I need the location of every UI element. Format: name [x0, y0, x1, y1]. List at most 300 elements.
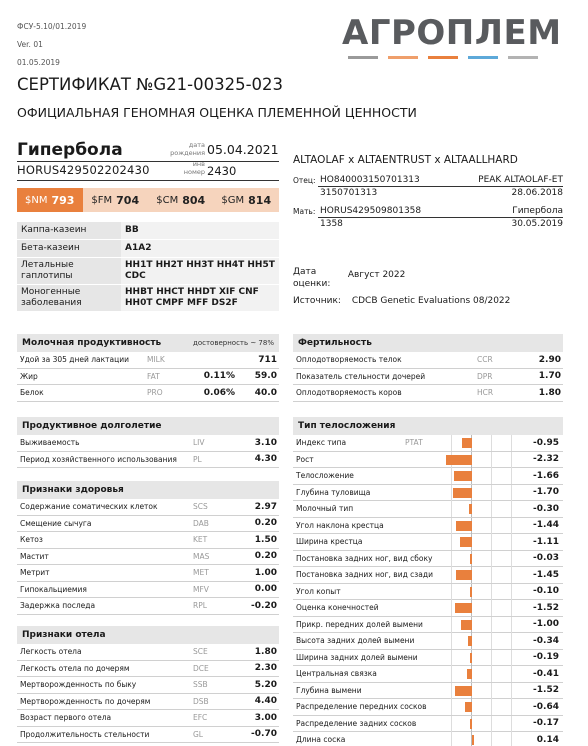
trait-code: GL: [193, 729, 203, 739]
form-date: 01.05.2019: [17, 58, 60, 67]
section-header: [293, 417, 563, 435]
gene-label: Бета-казеин: [17, 240, 121, 257]
trait-code: EFC: [193, 713, 208, 723]
sire-inv: 3150701313: [320, 188, 378, 198]
sire-name: PEAK ALTAOLAF-ET: [478, 175, 563, 185]
table-row: [293, 617, 563, 634]
table-row: [293, 518, 563, 535]
trait-label: Оценка конечностей: [296, 603, 379, 613]
trait-label: Телосложение: [296, 471, 354, 481]
trait-label: Содержание соматических клеток: [20, 502, 158, 512]
grid-tick: [511, 699, 512, 715]
trait-label: Выживаемость: [20, 438, 80, 448]
logo-bar: [468, 56, 498, 59]
milk-section: [17, 334, 279, 402]
table-row: [293, 699, 563, 716]
trait-bar: [472, 735, 474, 745]
trait-value: -1.45: [533, 569, 559, 580]
table-row: [17, 369, 279, 386]
grid-tick: [451, 501, 452, 517]
grid-tick: [491, 551, 492, 567]
sire-date: 28.06.2018: [511, 188, 563, 198]
grid-tick: [451, 683, 452, 699]
grid-tick: [491, 699, 492, 715]
trait-value: -0.41: [533, 668, 559, 679]
trait-value: -0.30: [533, 503, 559, 514]
trait-value: 5.20: [254, 679, 277, 690]
trait-label: Высота задних долей вымени: [296, 636, 415, 646]
trait-code: PRO: [147, 388, 163, 398]
trait-code: PL: [193, 454, 202, 464]
grid-tick: [491, 485, 492, 501]
trait-code: LIV: [193, 438, 205, 448]
trait-code: MAS: [193, 551, 210, 561]
trait-label: Молочный тип: [296, 504, 354, 514]
longevity-section: [17, 417, 279, 468]
table-row: [293, 352, 563, 369]
trait-label: Удой за 305 дней лактации: [20, 355, 129, 365]
dob-label: дата рождения: [170, 141, 205, 157]
trait-bar: [455, 686, 472, 696]
table-row: [293, 650, 563, 667]
trait-bar: [446, 455, 472, 465]
agroplem-logo: [342, 13, 562, 62]
table-row: [17, 499, 279, 516]
grid-tick: [451, 600, 452, 616]
trait-value: 4.30: [254, 454, 277, 465]
grid-tick: [451, 633, 452, 649]
source-label: Источник:: [293, 296, 341, 306]
table-row: [17, 710, 279, 727]
trait-bar-area: [451, 666, 531, 682]
table-row: [293, 485, 563, 502]
trait-value: -1.00: [533, 619, 559, 630]
trait-bar: [467, 669, 472, 679]
trait-bar-area: [451, 683, 531, 699]
trait-value: -0.34: [533, 635, 559, 646]
table-row: [293, 501, 563, 518]
grid-tick: [511, 452, 512, 468]
trait-label: Глубина туловища: [296, 487, 371, 497]
trait-label: Глубина вымени: [296, 685, 362, 695]
trait-bar: [470, 554, 472, 564]
divider: [318, 186, 563, 187]
date-label: Дата оценки:: [293, 267, 331, 289]
section-header: [17, 481, 279, 499]
grid-tick: [491, 501, 492, 517]
trait-value: 1.70: [538, 371, 561, 382]
grid-tick: [451, 666, 452, 682]
grid-tick: [511, 600, 512, 616]
trait-bar: [470, 719, 472, 729]
trait-bar: [454, 471, 472, 481]
fertility-section: [293, 334, 563, 402]
grid-tick: [511, 650, 512, 666]
gene-label: Летальные гаплотипы: [17, 258, 121, 284]
trait-label: Распределение передних сосков: [296, 702, 427, 712]
trait-bar-area: [451, 452, 531, 468]
grid-tick: [491, 452, 492, 468]
trait-code: MFV: [193, 584, 209, 594]
section-title: Продуктивное долголетие: [22, 421, 162, 431]
trait-label: Постановка задних ног, вид сбоку: [296, 553, 433, 563]
trait-label: Центральная связка: [296, 669, 377, 679]
trait-label: Метрит: [20, 568, 50, 578]
trait-code: DSB: [193, 696, 209, 706]
logo-text: АГРОПЛЕМ: [342, 13, 562, 53]
gene-value: BB: [121, 222, 279, 239]
trait-bar-area: [451, 435, 531, 451]
trait-label: Угол копыт: [296, 586, 341, 596]
table-row: [293, 435, 563, 452]
trait-value: -1.70: [533, 487, 559, 498]
section-title: Тип телосложения: [298, 421, 396, 431]
trait-bar-area: [451, 551, 531, 567]
trait-value: 1.80: [254, 646, 277, 657]
grid-tick: [451, 551, 452, 567]
trait-bar-area: [451, 584, 531, 600]
grid-tick: [491, 617, 492, 633]
grid-tick: [491, 716, 492, 732]
trait-label: Легкость отела: [20, 647, 82, 657]
inv-value: 2430: [207, 164, 237, 178]
table-row: [17, 516, 279, 533]
trait-value: -0.95: [533, 437, 559, 448]
trait-value: 0.14: [536, 734, 559, 745]
certificate-title: СЕРТИФИКАТ №G21-00325-023: [17, 75, 284, 94]
table-row: [17, 727, 279, 744]
trait-label: Ширина крестца: [296, 537, 363, 547]
reliability: достоверность ~ 78%: [193, 339, 274, 347]
section-title: Фертильность: [298, 338, 372, 348]
table-row: [17, 677, 279, 694]
dam-id: HORUS429509801358: [320, 206, 422, 216]
trait-code: SCE: [193, 647, 208, 657]
trait-value: 2.90: [538, 354, 561, 365]
trait-label: Рост: [296, 454, 314, 464]
trait-bar-area: [451, 501, 531, 517]
table-row: [293, 732, 563, 746]
animal-id: HORUS429502202430: [17, 163, 150, 177]
trait-percent: 0.11%: [203, 371, 235, 382]
trait-code: SCS: [193, 502, 208, 512]
trait-bar: [462, 438, 472, 448]
grid-tick: [511, 633, 512, 649]
trait-percent: 0.06%: [203, 387, 235, 398]
trait-code: FAT: [147, 371, 160, 381]
trait-value: -1.44: [533, 520, 559, 531]
trait-value: 2.97: [254, 501, 277, 512]
grid-tick: [491, 534, 492, 550]
grid-tick: [491, 584, 492, 600]
trait-value: 711: [258, 354, 277, 365]
grid-tick: [451, 716, 452, 732]
grid-tick: [511, 732, 512, 746]
table-row: [17, 694, 279, 711]
sire-id: HO840003150701313: [320, 175, 420, 185]
trait-label: Мертворожденность по дочерям: [20, 696, 151, 706]
sire-sub-row: [293, 188, 563, 200]
trait-label: Длина соска: [296, 735, 346, 745]
grid-tick: [451, 699, 452, 715]
gene-label: Каппа-казеин: [17, 222, 121, 239]
grid-tick: [451, 732, 452, 746]
gene-value: HHBT HHCT HHDT XIF CNF HH0T CMPF MFF DS2F: [121, 285, 279, 311]
trait-value: 1.50: [254, 534, 277, 545]
trait-value: -0.20: [251, 600, 277, 611]
trait-label: Смещение сычуга: [20, 518, 92, 528]
section-header: [17, 417, 279, 435]
trait-code: PTAT: [405, 438, 423, 448]
trait-value: -0.10: [533, 586, 559, 597]
divider: [318, 217, 563, 218]
gene-value: HH1T HH2T HH3T HH4T HH5T CDC: [121, 258, 279, 284]
grid-tick: [491, 683, 492, 699]
grid-tick: [511, 716, 512, 732]
logo-bar: [508, 56, 538, 59]
grid-tick: [511, 551, 512, 567]
form-version: Ver. 01: [17, 40, 43, 49]
trait-value: 59.0: [254, 371, 277, 382]
grid-tick: [511, 534, 512, 550]
evaluation-source: [293, 296, 510, 306]
trait-value: -0.64: [533, 701, 559, 712]
table-row: [17, 598, 279, 615]
grid-tick: [511, 435, 512, 451]
grid-tick: [451, 468, 452, 484]
trait-code: MET: [193, 568, 209, 578]
table-row: [293, 385, 563, 402]
trait-label: Возраст первого отела: [20, 713, 112, 723]
trait-label: Кетоз: [20, 535, 43, 545]
pedigree-title: ALTAOLAF x ALTAENTRUST x ALTAALLHARD: [293, 154, 518, 166]
trait-label: Распределение задних сосков: [296, 718, 417, 728]
trait-value: 3.10: [254, 437, 277, 448]
dam-label: Мать:: [293, 207, 316, 216]
grid-tick: [511, 617, 512, 633]
grid-tick: [491, 567, 492, 583]
gene-table: [17, 222, 279, 312]
gene-label: Моногенные заболевания: [17, 285, 121, 311]
trait-code: DAB: [193, 518, 209, 528]
trait-code: MILK: [147, 355, 165, 365]
section-title: Признаки отела: [22, 630, 106, 640]
dam-name: Гипербола: [512, 206, 563, 216]
grid-tick: [511, 518, 512, 534]
gene-row: [17, 258, 279, 285]
table-row: [17, 532, 279, 549]
grid-tick: [511, 666, 512, 682]
table-row: [293, 633, 563, 650]
form-meta: [17, 18, 86, 72]
trait-value: -0.19: [533, 652, 559, 663]
index-cm: $CM 804: [148, 188, 214, 212]
trait-label: Угол наклона крестца: [296, 520, 384, 530]
evaluation-date: [293, 266, 405, 290]
grid-tick: [511, 584, 512, 600]
table-row: [17, 644, 279, 661]
trait-bar-area: [451, 468, 531, 484]
table-row: [293, 468, 563, 485]
trait-bar-area: [451, 534, 531, 550]
health-section: [17, 481, 279, 615]
index-fm: $FM 704: [83, 188, 149, 212]
trait-value: 3.00: [254, 712, 277, 723]
calving-section: [17, 626, 279, 743]
trait-value: 0.20: [254, 518, 277, 529]
date-value: Август 2022: [347, 270, 406, 280]
table-row: [17, 452, 279, 469]
economic-indices: [17, 188, 279, 212]
trait-bar-area: [451, 617, 531, 633]
table-row: [17, 582, 279, 599]
dob-value: 05.04.2021: [207, 142, 279, 157]
type-section: [293, 417, 563, 746]
trait-bar: [469, 504, 472, 514]
table-row: [293, 666, 563, 683]
trait-value: -0.17: [533, 718, 559, 729]
grid-tick: [491, 666, 492, 682]
trait-label: Задержка последа: [20, 601, 96, 611]
trait-code: RPL: [193, 601, 207, 611]
grid-tick: [511, 468, 512, 484]
trait-value: -1.52: [533, 685, 559, 696]
trait-bar: [461, 620, 472, 630]
trait-label: Прикр. передних долей вымени: [296, 619, 423, 629]
index-gm: $GM 814: [214, 188, 280, 212]
trait-label: Показатель стельности дочерей: [296, 371, 426, 381]
trait-label: Белок: [20, 388, 44, 398]
trait-bar-area: [451, 600, 531, 616]
table-row: [17, 435, 279, 452]
trait-value: -2.32: [533, 454, 559, 465]
trait-label: Мастит: [20, 551, 49, 561]
table-row: [293, 452, 563, 469]
logo-bar: [388, 56, 418, 59]
trait-value: -1.52: [533, 602, 559, 613]
grid-tick: [451, 485, 452, 501]
trait-bar: [456, 570, 472, 580]
grid-tick: [451, 650, 452, 666]
grid-tick: [451, 435, 452, 451]
trait-label: Гипокальциемия: [20, 584, 87, 594]
trait-bar: [455, 603, 472, 613]
gene-value: A1A2: [121, 240, 279, 257]
certificate-subtitle: ОФИЦИАЛЬНАЯ ГЕНОМНАЯ ОЦЕНКА ПЛЕМЕННОЙ ЦЕННОСТИ: [17, 105, 417, 120]
table-row: [293, 369, 563, 386]
grid-tick: [451, 518, 452, 534]
grid-tick: [511, 683, 512, 699]
index-nm: $NM 793: [17, 188, 83, 212]
trait-code: SSB: [193, 680, 208, 690]
grid-tick: [491, 518, 492, 534]
dam-date: 30.05.2019: [511, 219, 563, 229]
grid-tick: [451, 534, 452, 550]
logo-bar: [348, 56, 378, 59]
trait-bar: [470, 653, 472, 663]
form-code: ФСУ-5.10/01.2019: [17, 22, 87, 31]
animal-name: Гипербола: [17, 140, 123, 160]
grid-tick: [511, 567, 512, 583]
trait-value: 1.80: [538, 387, 561, 398]
trait-label: Ширина задних долей вымени: [296, 652, 418, 662]
trait-label: Продолжительность стельности: [20, 729, 150, 739]
section-title: Молочная продуктивность: [22, 338, 162, 348]
trait-bar-area: [451, 699, 531, 715]
gene-row: [17, 285, 279, 312]
divider: [17, 180, 279, 181]
trait-value: -0.70: [251, 729, 277, 740]
inv-label: инв номер: [183, 160, 205, 176]
gene-row: [17, 222, 279, 240]
grid-tick: [491, 732, 492, 746]
trait-bar: [453, 488, 472, 498]
trait-bar: [456, 521, 472, 531]
trait-value: 0.20: [254, 551, 277, 562]
trait-code: DPR: [477, 371, 493, 381]
trait-label: Мертворожденность по быку: [20, 680, 137, 690]
trait-bar-area: [451, 567, 531, 583]
trait-value: 4.40: [254, 696, 277, 707]
trait-label: Период хозяйственного использования: [20, 454, 177, 464]
grid-tick: [451, 567, 452, 583]
sire-label: Отец:: [293, 176, 316, 185]
table-row: [293, 534, 563, 551]
trait-bar-area: [451, 633, 531, 649]
trait-value: 1.00: [254, 567, 277, 578]
logo-color-bars: [348, 56, 562, 59]
trait-bar: [470, 587, 472, 597]
trait-value: -1.66: [533, 470, 559, 481]
grid-tick: [491, 600, 492, 616]
grid-tick: [491, 650, 492, 666]
dam-inv: 1358: [320, 219, 343, 229]
trait-bar-area: [451, 732, 531, 746]
section-header: [293, 334, 563, 352]
trait-code: HCR: [477, 388, 494, 398]
trait-code: CCR: [477, 355, 493, 365]
grid-tick: [491, 633, 492, 649]
trait-label: Жир: [20, 371, 38, 381]
table-row: [17, 385, 279, 402]
section-title: Признаки здоровья: [22, 485, 124, 495]
table-row: [293, 600, 563, 617]
table-row: [293, 551, 563, 568]
table-row: [293, 584, 563, 601]
source-value: CDCB Genetic Evaluations 08/2022: [351, 296, 511, 306]
trait-bar: [468, 636, 472, 646]
trait-value: 40.0: [254, 387, 277, 398]
table-row: [293, 683, 563, 700]
table-row: [17, 661, 279, 678]
grid-tick: [511, 485, 512, 501]
gene-row: [17, 240, 279, 258]
trait-bar: [460, 537, 472, 547]
trait-label: Легкость отела по дочерям: [20, 663, 130, 673]
grid-tick: [451, 617, 452, 633]
table-row: [293, 716, 563, 733]
trait-bar-area: [451, 518, 531, 534]
trait-bar-area: [451, 716, 531, 732]
trait-label: Индекс типа: [296, 438, 347, 448]
trait-label: Оплодотворяемость коров: [296, 388, 402, 398]
trait-label: Оплодотворяемость телок: [296, 355, 402, 365]
trait-bar-area: [451, 650, 531, 666]
table-row: [17, 565, 279, 582]
trait-bar-area: [451, 485, 531, 501]
section-header: [17, 626, 279, 644]
table-row: [293, 567, 563, 584]
